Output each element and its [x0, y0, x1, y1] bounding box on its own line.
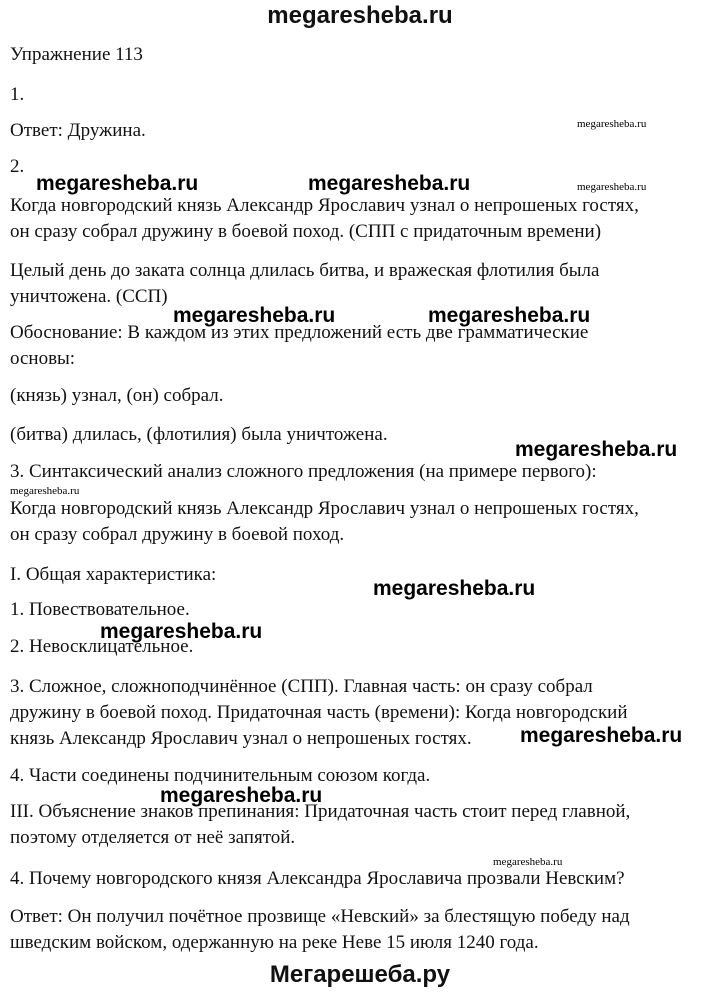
characteristic-3-line-2: дружину в боевой поход. Придаточная часть (времени): Когда новгородский [10, 702, 628, 723]
characteristic-4: 4. Части соединены подчинительным союзом когда. [10, 765, 431, 786]
analysis-sentence-line-1: Когда новгородский князь Александр Ярославич узнал о непрошеных гостях, [10, 498, 639, 519]
analysis-sentence-line-2: он сразу собрал дружину в боевой поход. [10, 524, 345, 545]
watermark: megaresheba.ru [373, 577, 536, 600]
sentence-1-line-2: он сразу собрал дружину в боевой поход. (СПП с придаточным времени) [10, 221, 602, 242]
watermark: megaresheba.ru [36, 172, 199, 195]
watermark: megaresheba.ru [520, 724, 683, 747]
characteristic-3-line-3: князь Александр Ярославич узнал о непрошеных гостях. [10, 728, 472, 749]
sentence-2-line-2: уничтожена. (ССП) [10, 286, 168, 307]
exercise-title: Упражнение 113 [10, 44, 143, 65]
answer-4-line-1: Ответ: Он получил почётное прозвище «Невский» за блестящую победу над [10, 906, 630, 927]
watermark: megaresheba.ru [160, 784, 323, 807]
punctuation-line-1: III. Объяснение знаков препинания: Придаточная часть стоит перед главной, [10, 801, 631, 822]
justification-line-2: основы: [10, 348, 76, 369]
characteristic-1: 1. Повествовательное. [10, 599, 190, 620]
site-footer: Мегарешеба.ру [269, 961, 451, 988]
general-characteristics: I. Общая характеристика: [10, 564, 217, 585]
watermark: megaresheba.ru [10, 485, 80, 497]
characteristic-2: 2. Невосклицательное. [10, 636, 194, 657]
task-number-2: 2. [10, 156, 25, 177]
answer-1: Ответ: Дружина. [10, 120, 146, 141]
watermark: megaresheba.ru [577, 118, 647, 130]
grammar-basis-2: (битва) длилась, (флотилия) была уничтожена. [10, 424, 388, 445]
watermark: megaresheba.ru [493, 856, 563, 868]
watermark: megaresheba.ru [577, 181, 647, 193]
watermark: megaresheba.ru [515, 438, 678, 461]
justification-line-1: Обоснование: В каждом из этих предложений есть две грамматические [10, 322, 589, 343]
watermark: megaresheba.ru [100, 620, 263, 643]
watermark: megaresheba.ru [173, 304, 336, 327]
watermark: megaresheba.ru [428, 304, 591, 327]
characteristic-3-line-1: 3. Сложное, сложноподчинённое (СПП). Главная часть: он сразу собрал [10, 676, 593, 697]
analysis-heading: 3. Синтаксический анализ сложного предложения (на примере первого): [10, 461, 597, 482]
punctuation-line-2: поэтому отделяется от неё запятой. [10, 827, 296, 848]
answer-4-line-2: шведским войском, одержанную на реке Неве 15 июля 1240 года. [10, 932, 539, 953]
grammar-basis-1: (князь) узнал, (он) собрал. [10, 385, 224, 406]
watermark: megaresheba.ru [308, 172, 471, 195]
site-header: megaresheba.ru [267, 2, 453, 29]
question-4: 4. Почему новгородского князя Александра Ярославича прозвали Невским? [10, 868, 625, 889]
sentence-2-line-1: Целый день до заката солнца длилась битва, и вражеская флотилия была [10, 260, 600, 281]
sentence-1-line-1: Когда новгородский князь Александр Ярославич узнал о непрошеных гостях, [10, 195, 639, 216]
task-number-1: 1. [10, 84, 25, 105]
